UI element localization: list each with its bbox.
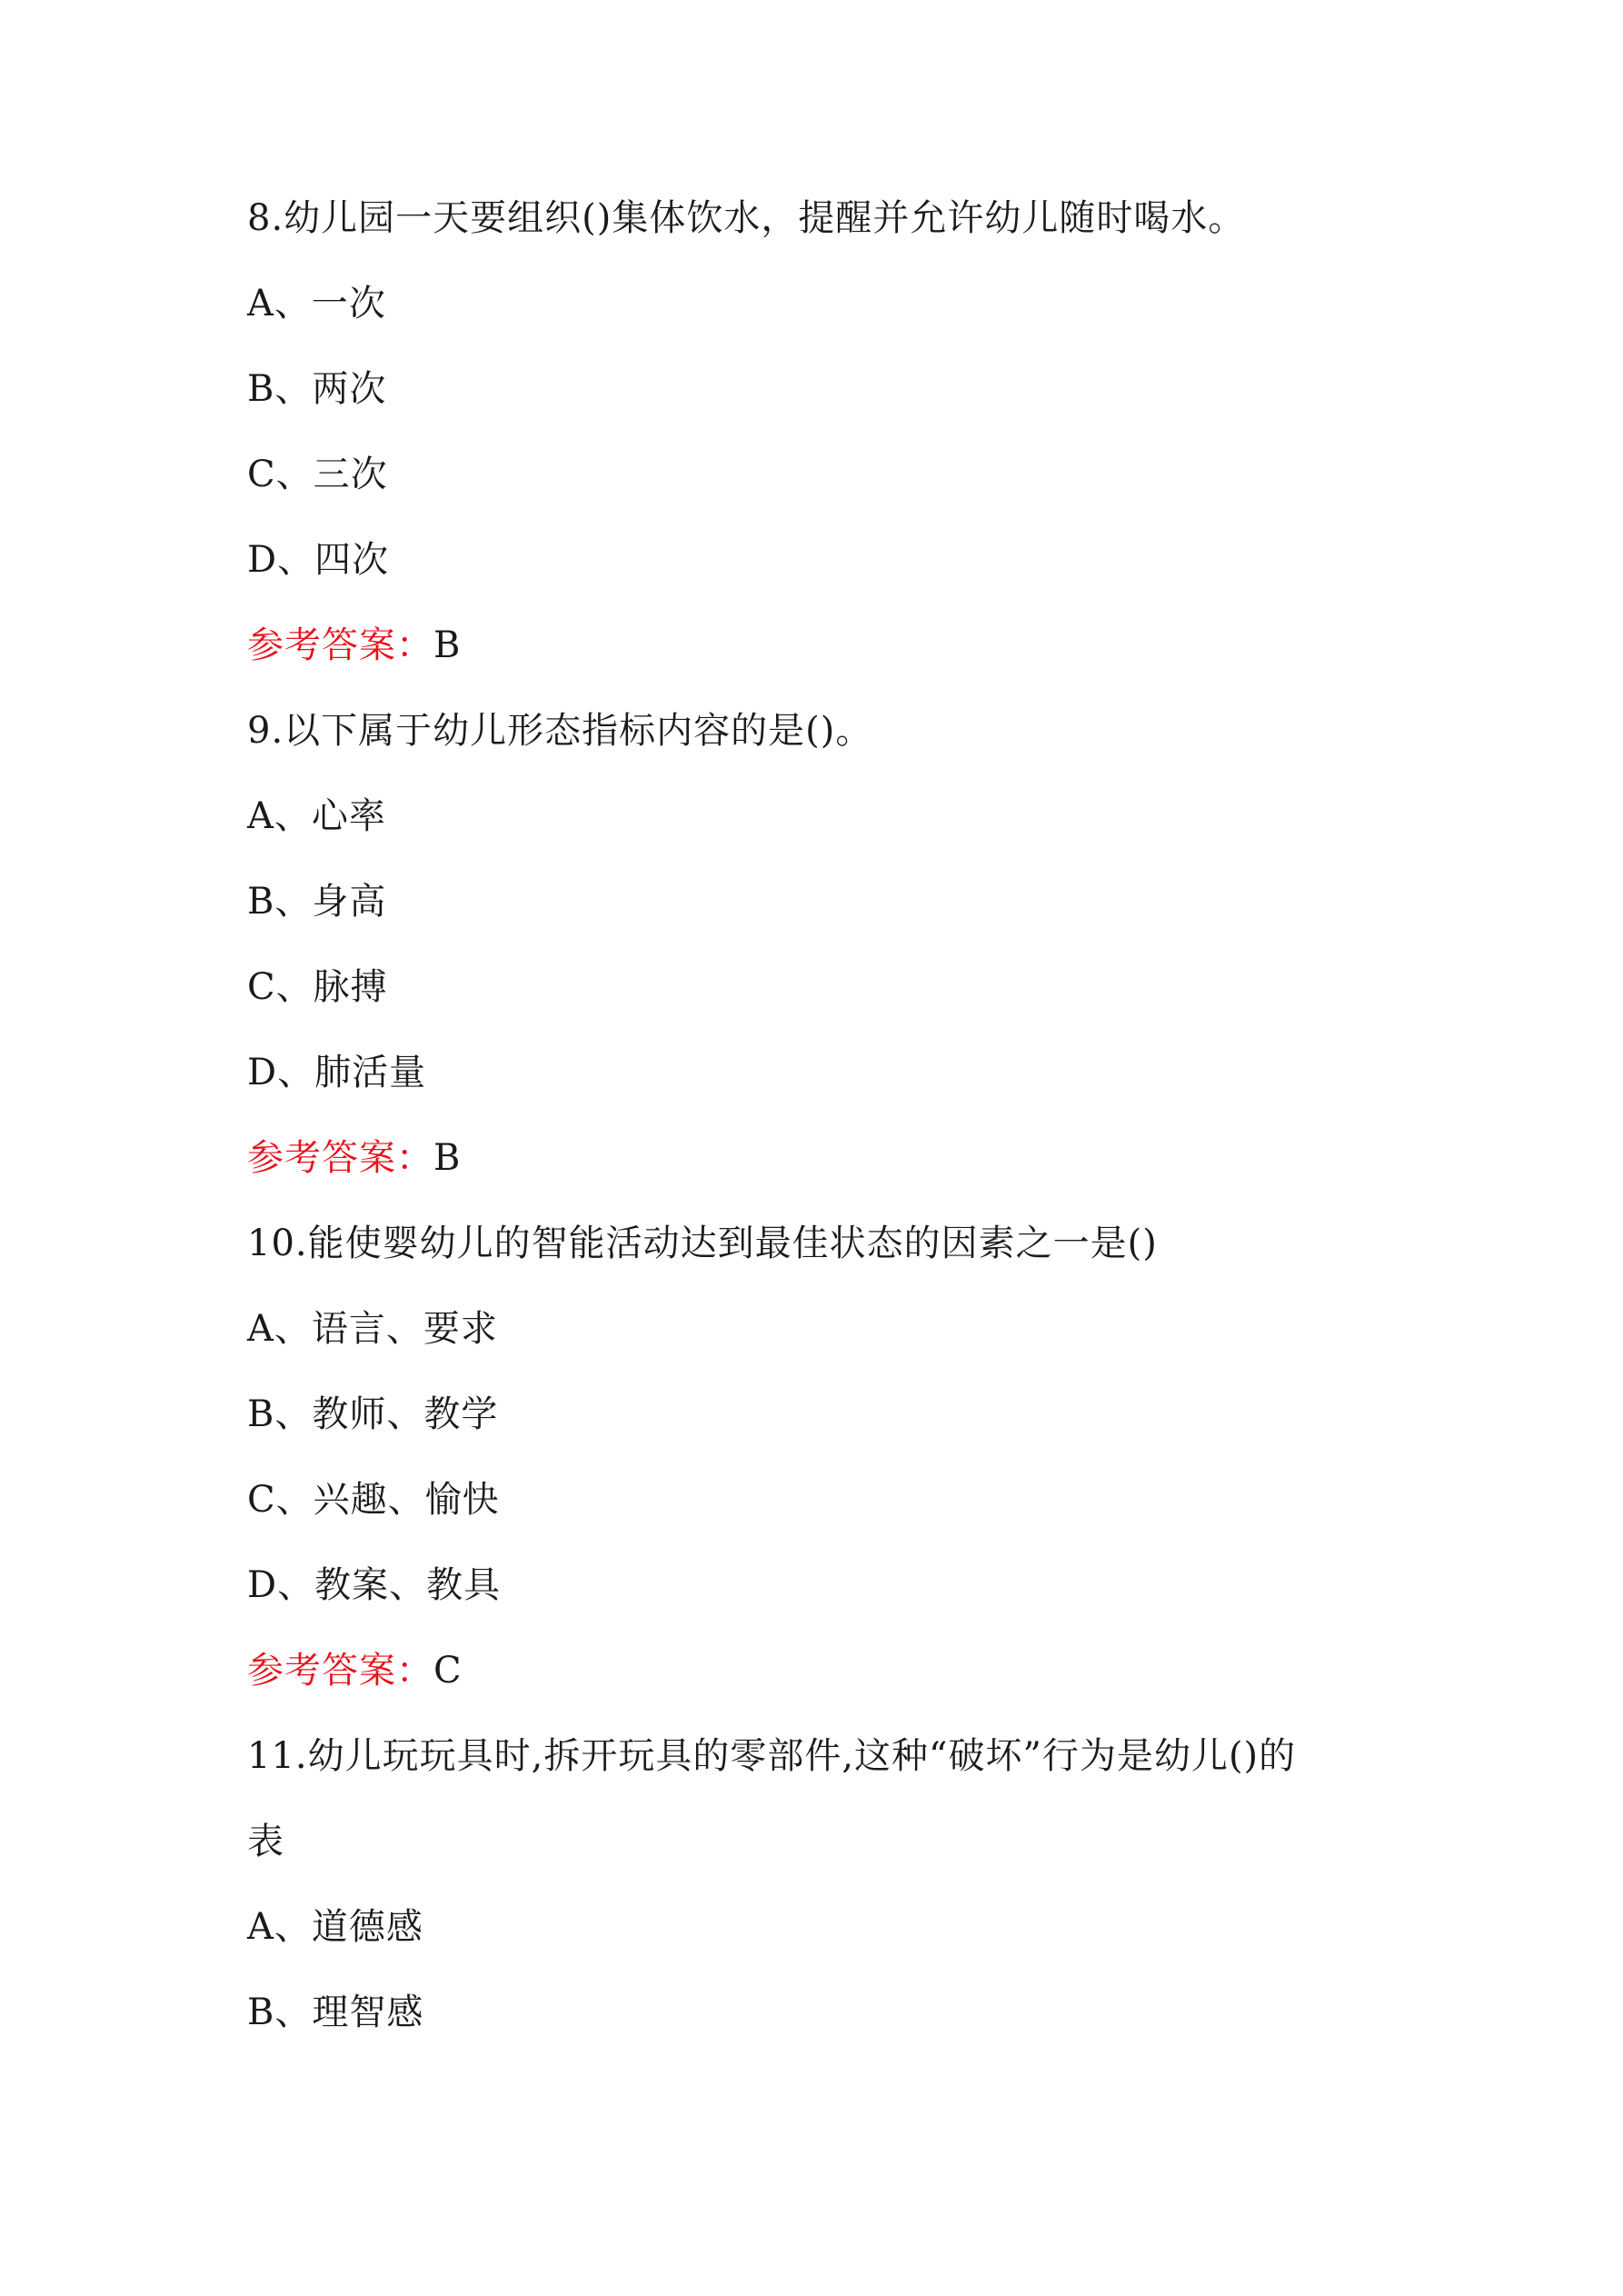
question-stem: 11.幼儿玩玩具时,拆开玩具的零部件,这种“破坏”行为是幼儿()的 — [247, 1735, 1297, 1777]
answer-line — [247, 624, 461, 667]
option-d: D、肺活量 — [247, 1052, 427, 1093]
question-stem: 8.幼儿园一天要组织()集体饮水，提醒并允许幼儿随时喝水。 — [247, 197, 1246, 239]
answer-value: B — [433, 624, 462, 666]
option-a: A、道德感 — [247, 1906, 423, 1948]
answer-line — [247, 1136, 461, 1180]
answer-label: 参考答案： — [247, 1650, 433, 1692]
option-a: A、一次 — [247, 283, 386, 324]
option-b: B、教师、教学 — [247, 1393, 499, 1435]
answer-value: B — [433, 1137, 462, 1179]
question-stem: 10.能使婴幼儿的智能活动达到最佳状态的因素之一是() — [247, 1223, 1158, 1264]
answer-label: 参考答案： — [247, 624, 433, 666]
option-b: B、两次 — [247, 368, 387, 410]
answer-line — [247, 1649, 463, 1692]
option-d: D、教案、教具 — [247, 1564, 502, 1606]
question-stem: 9.以下属于幼儿形态指标内容的是()。 — [247, 710, 873, 752]
answer-label: 参考答案： — [247, 1137, 433, 1179]
option-b: B、理智感 — [247, 1992, 424, 2033]
option-a: A、心率 — [247, 795, 386, 837]
question-stem-continuation: 表 — [247, 1821, 284, 1862]
option-c: C、兴趣、愉快 — [247, 1479, 500, 1521]
option-c: C、三次 — [247, 454, 388, 495]
option-d: D、四次 — [247, 539, 390, 581]
answer-value: C — [433, 1650, 463, 1692]
option-b: B、身高 — [247, 881, 387, 923]
option-a: A、语言、要求 — [247, 1308, 498, 1350]
option-c: C、脉搏 — [247, 966, 388, 1008]
